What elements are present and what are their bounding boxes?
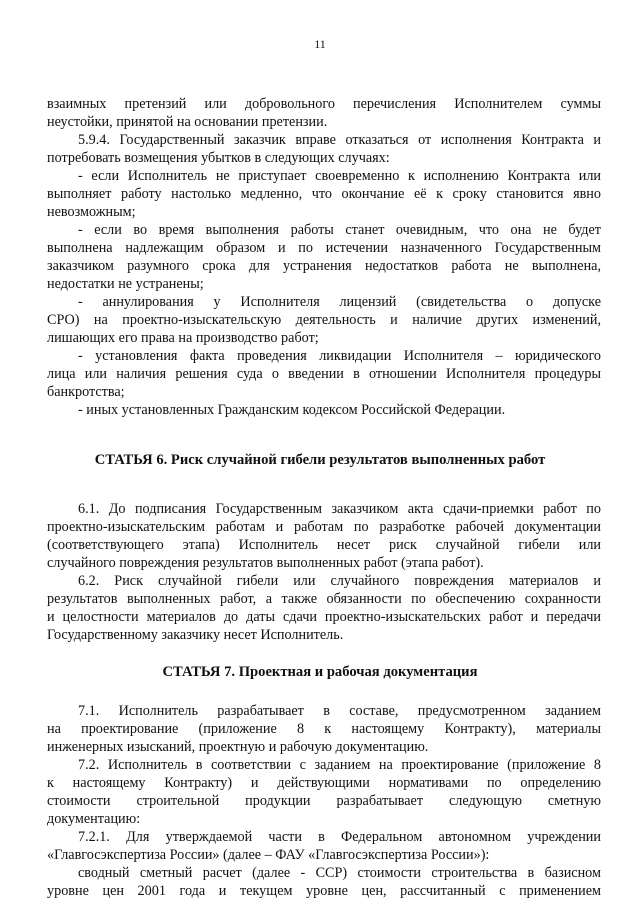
paragraph-line: потребовать возмещения убытков в следующих случаях:	[47, 150, 390, 166]
paragraph-line: документацию:	[47, 811, 141, 827]
paragraph-line: заказчиком разумного срока для устранения недостатков работа не выполнена,	[47, 258, 601, 274]
paragraph-line: на проектирование (приложение 8 к настоящему Контракту), материалы	[47, 721, 601, 737]
paragraph-line: и целостности материалов до даты сдачи проектно-изыскательских работ и передачи	[47, 609, 601, 625]
paragraph-line: невозможным;	[47, 204, 136, 220]
paragraph-line: проектно-изыскательским работам и работам по разработке рабочей документации	[47, 519, 601, 535]
paragraph-line: СРО) на проектно-изыскательскую деятельность и наличие других изменений,	[47, 312, 601, 328]
page-number: 11	[314, 37, 326, 51]
paragraph-line: к настоящему Контракту) и действующими нормативами по определению	[47, 775, 601, 791]
article-7-heading: СТАТЬЯ 7. Проектная и рабочая документация	[162, 664, 478, 680]
paragraph-line: уровне цен 2001 года и текущем уровне цен, рассчитанный с применением	[47, 883, 601, 899]
paragraph-line: выполняет работу настолько медленно, что окончание её к сроку становится явно	[47, 186, 601, 202]
paragraph-line: - если Исполнитель не приступает своевременно к исполнению Контракта или	[78, 168, 601, 184]
paragraph-line: инженерных изысканий, проектную и рабочую документацию.	[47, 739, 429, 755]
paragraph-line: - иных установленных Гражданским кодексом Российской Федерации.	[78, 402, 506, 418]
paragraph-line: (соответствующего этапа) Исполнитель несет риск случайной гибели или	[47, 537, 601, 553]
paragraph-line: банкротства;	[47, 384, 125, 400]
paragraph-line: взаимных претензий или добровольного перечисления Исполнителем суммы	[47, 96, 601, 112]
paragraph-line: - установления факта проведения ликвидации Исполнителя – юридического	[78, 348, 601, 364]
paragraph-line: результатов выполненных работ, а также обязанности по обеспечению сохранности	[47, 591, 601, 607]
paragraph-line: 6.1. До подписания Государственным заказчиком акта сдачи-приемки работ по	[78, 501, 601, 517]
paragraph-line: неустойки, принятой на основании претензии.	[47, 114, 328, 130]
paragraph-line: 7.2. Исполнитель в соответствии с заданием на проектирование (приложение 8	[78, 757, 601, 773]
paragraph-line: лишающих его права на производство работ;	[47, 330, 319, 346]
paragraph-line: 5.9.4. Государственный заказчик вправе отказаться от исполнения Контракта и	[78, 132, 601, 148]
paragraph-line: «Главгосэкспертиза России» (далее – ФАУ «Главгосэкспертиза России»):	[47, 847, 490, 863]
paragraph-line: - если во время выполнения работы станет очевидным, что она не будет	[78, 222, 601, 238]
paragraph-line: Государственному заказчику несет Исполнитель.	[47, 627, 344, 643]
paragraph-line: - аннулирования у Исполнителя лицензий (свидетельства о допуске	[78, 294, 601, 310]
paragraph-line: сводный сметный расчет (далее - ССР) стоимости строительства в базисном	[78, 865, 601, 881]
paragraph-line: случайного повреждения результатов выполненных работ (этапа работ).	[47, 555, 484, 571]
paragraph-line: 7.1. Исполнитель разрабатывает в составе, предусмотренном заданием	[78, 703, 601, 719]
paragraph-line: выполнена надлежащим образом и по истечении назначенного Государственным	[47, 240, 601, 256]
paragraph-line: лица или наличия решения суда о введении в отношении Исполнителя процедуры	[47, 366, 601, 382]
paragraph-line: стоимости строительной продукции разрабатывает следующую сметную	[47, 793, 601, 809]
article-6-heading: СТАТЬЯ 6. Риск случайной гибели результатов выполненных работ	[94, 452, 546, 468]
paragraph-line: 7.2.1. Для утверждаемой части в Федеральном автономном учреждении	[78, 829, 601, 845]
paragraph-line: недостатки не устранены;	[47, 276, 204, 292]
paragraph-line: 6.2. Риск случайной гибели или случайного повреждения материалов и	[78, 573, 601, 589]
